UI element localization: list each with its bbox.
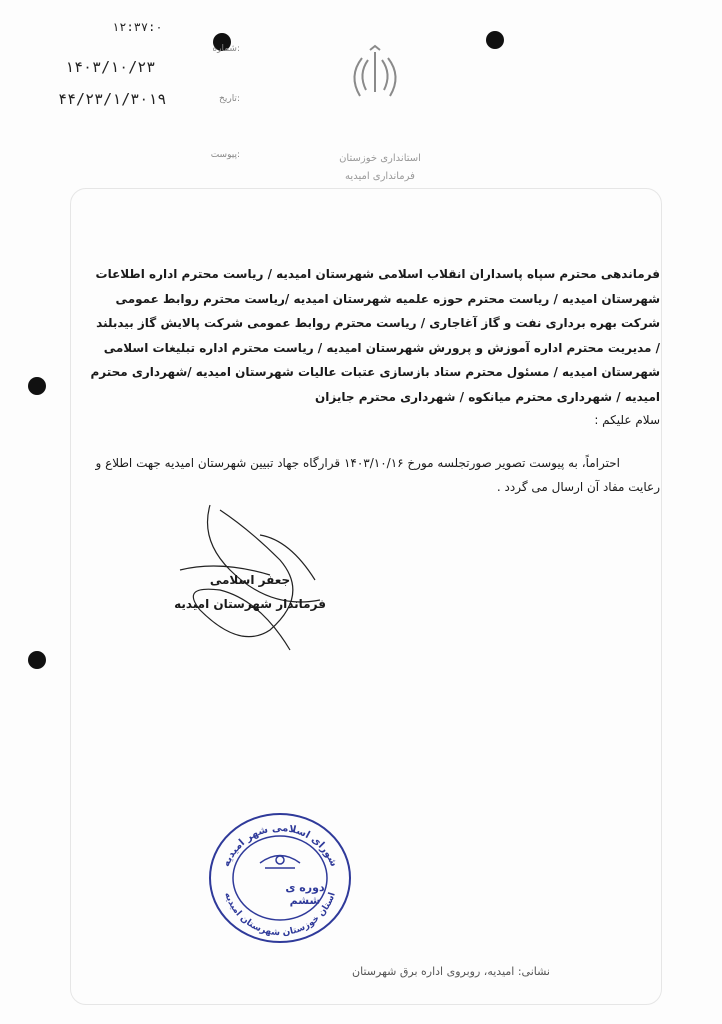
punch-hole-middle	[28, 377, 46, 395]
meta-attachment-label: پیوست:	[210, 150, 240, 160]
signer-block	[170, 568, 330, 616]
punch-hole-lower	[28, 651, 46, 669]
letterhead-line-2: فرمانداری امیدیه	[345, 171, 415, 182]
meta-number-label: شماره:	[212, 44, 240, 54]
seal-center-text: دوره ی ششم	[285, 881, 325, 907]
letterhead-line-1: استانداری خوزستان	[339, 153, 421, 164]
footer-address: نشانی: امیدیه، روبروی اداره برق شهرستان	[352, 965, 550, 978]
seal-top-text: شورای اسلامی شهر امیدیه	[220, 822, 340, 869]
iran-emblem-icon	[340, 40, 410, 110]
greeting: سلام علیکم :	[594, 413, 660, 427]
meta-date-label: تاریخ:	[219, 94, 240, 104]
punch-hole-top-right	[486, 31, 504, 49]
recipients-list: فرماندهی محترم سپاه پاسداران انقلاب اسلامی شهرستان امیدیه / ریاست محترم اداره اطلاعات شهرستان امیدیه / ریاست محترم حوزه علمیه شهرستان امیدیه /ریاست محترم روابط عمومی شرکت بهره برداری نفت و گاز آغاجاری / ریاست محترم روابط عمومی شرکت پالایش گاز بیدبلند / مدیریت محترم اداره آموزش و پرورش شهرستان امیدیه / ریاست محترم اداره تبلیغات اسلامی شهرستان امیدیه / مسئول محترم ستاد بازسازی عتبات عالیات شهرستان امیدیه /شهرداری محترم امیدیه / شهرداری محترم میانکوه / شهرداری محترم جایزان	[90, 267, 660, 404]
meta-ref-value: ۴۴/۲۳/۱/۳۰۱۹	[58, 90, 167, 108]
body-paragraph: احتراماً، به پیوست تصویر صورتجلسه مورخ ۱۴۰۳/۱۰/۱۶ قرارگاه جهاد تبیین شهرستان امیدیه جهت اطلاع و رعایت مفاد آن ارسال می گردد .	[95, 456, 660, 494]
council-seal	[205, 808, 355, 948]
meta-date-value: ۱۴۰۳/۱۰/۲۳	[65, 58, 156, 76]
signer-name: جعفر اسلامی	[209, 573, 291, 587]
letterhead-script	[300, 150, 460, 186]
letter-body	[90, 262, 660, 499]
signer-title: فرماندار شهرستان امیدیه	[174, 597, 326, 611]
svg-text:شورای اسلامی شهر امیدیه	[221, 823, 339, 869]
seal-emblem-icon	[260, 856, 300, 869]
meta-time: ۱۲:۳۷:۰	[112, 20, 163, 34]
seal-bottom-text: استان خوزستان شهرستان امیدیه	[222, 891, 338, 939]
